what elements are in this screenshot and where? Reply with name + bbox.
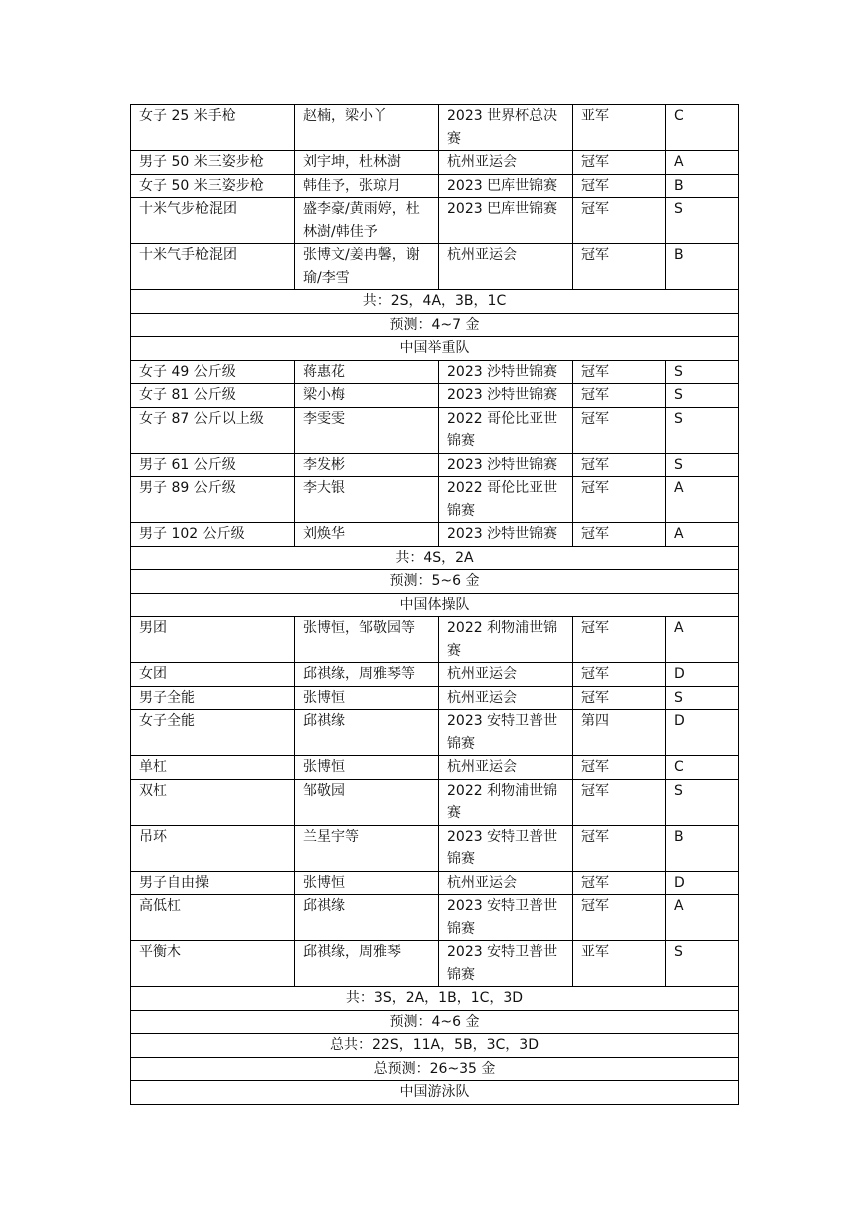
- competition-cell: 2023 巴库世锦赛: [439, 198, 573, 244]
- result-cell: 亚军: [573, 941, 666, 987]
- event-cell: 男子 102 公斤级: [131, 523, 295, 547]
- team-header-next: 中国游泳队: [131, 1081, 739, 1105]
- result-cell: 冠军: [573, 895, 666, 941]
- competition-cell: 杭州亚运会: [439, 871, 573, 895]
- grade-cell: S: [666, 453, 739, 477]
- section-total-row: [131, 546, 739, 570]
- result-cell: 冠军: [573, 477, 666, 523]
- event-cell: 女团: [131, 663, 295, 687]
- team-header-row: [131, 593, 739, 617]
- event-cell: 女子 87 公斤以上级: [131, 407, 295, 453]
- grade-cell: D: [666, 871, 739, 895]
- grade-cell: S: [666, 360, 739, 384]
- athletes-cell: 兰星宇等: [295, 825, 439, 871]
- event-cell: 女子 50 米三姿步枪: [131, 174, 295, 198]
- result-cell: 第四: [573, 710, 666, 756]
- event-cell: 双杠: [131, 779, 295, 825]
- event-cell: 平衡木: [131, 941, 295, 987]
- athletes-cell: 邱祺缘: [295, 710, 439, 756]
- result-cell: 冠军: [573, 244, 666, 290]
- event-cell: 女子 49 公斤级: [131, 360, 295, 384]
- competition-cell: 2022 利物浦世锦赛: [439, 779, 573, 825]
- athletes-cell: 邹敬园: [295, 779, 439, 825]
- section-forecast: 预测：5~6 金: [131, 570, 739, 594]
- event-cell: 单杠: [131, 756, 295, 780]
- event-cell: 高低杠: [131, 895, 295, 941]
- result-cell: 冠军: [573, 384, 666, 408]
- athletes-cell: 邱祺缘: [295, 895, 439, 941]
- competition-cell: 2023 沙特世锦赛: [439, 523, 573, 547]
- event-cell: 女子 81 公斤级: [131, 384, 295, 408]
- grade-cell: S: [666, 686, 739, 710]
- grade-cell: S: [666, 779, 739, 825]
- grade-cell: A: [666, 523, 739, 547]
- result-cell: 冠军: [573, 871, 666, 895]
- result-cell: 亚军: [573, 105, 666, 151]
- team-header: 中国举重队: [131, 337, 739, 361]
- result-cell: 冠军: [573, 663, 666, 687]
- competition-cell: 2023 巴库世锦赛: [439, 174, 573, 198]
- grade-cell: C: [666, 756, 739, 780]
- competition-cell: 2022 哥伦比亚世锦赛: [439, 407, 573, 453]
- section-total-row: [131, 987, 739, 1011]
- grade-cell: B: [666, 244, 739, 290]
- table-row: [131, 174, 739, 198]
- athletes-cell: 梁小梅: [295, 384, 439, 408]
- event-cell: 男子 50 米三姿步枪: [131, 151, 295, 175]
- athletes-cell: 李大银: [295, 477, 439, 523]
- table-row: [131, 941, 739, 987]
- athletes-cell: 张博恒: [295, 871, 439, 895]
- table-row: [131, 779, 739, 825]
- athletes-cell: 李发彬: [295, 453, 439, 477]
- result-cell: 冠军: [573, 407, 666, 453]
- table-row: [131, 384, 739, 408]
- athletes-cell: 张博恒，邹敬园等: [295, 617, 439, 663]
- table-row: [131, 198, 739, 244]
- competition-cell: 2023 安特卫普世锦赛: [439, 825, 573, 871]
- event-cell: 吊环: [131, 825, 295, 871]
- section-total: 共：3S，2A，1B，1C，3D: [131, 987, 739, 1011]
- grand-total: 总共：22S，11A，5B，3C，3D: [131, 1034, 739, 1058]
- event-cell: 男子自由操: [131, 871, 295, 895]
- result-cell: 冠军: [573, 198, 666, 244]
- competition-cell: 杭州亚运会: [439, 686, 573, 710]
- section-total-row: [131, 290, 739, 314]
- section-forecast-row: [131, 570, 739, 594]
- grand-forecast: 总预测：26~35 金: [131, 1057, 739, 1081]
- result-cell: 冠军: [573, 151, 666, 175]
- table-row: [131, 710, 739, 756]
- competition-cell: 2022 利物浦世锦赛: [439, 617, 573, 663]
- athletes-cell: 赵楠，梁小丫: [295, 105, 439, 151]
- event-cell: 男团: [131, 617, 295, 663]
- grade-cell: B: [666, 174, 739, 198]
- result-cell: 冠军: [573, 825, 666, 871]
- grade-cell: A: [666, 895, 739, 941]
- athletes-cell: 盛李豪/黄雨婷，杜林澍/韩佳予: [295, 198, 439, 244]
- table-row: [131, 477, 739, 523]
- athletes-cell: 邱祺缘，周雅琴等: [295, 663, 439, 687]
- event-cell: 男子 89 公斤级: [131, 477, 295, 523]
- table-row: [131, 895, 739, 941]
- result-cell: 冠军: [573, 360, 666, 384]
- competition-cell: 2023 沙特世锦赛: [439, 453, 573, 477]
- competition-cell: 2023 安特卫普世锦赛: [439, 941, 573, 987]
- grade-cell: S: [666, 407, 739, 453]
- result-cell: 冠军: [573, 453, 666, 477]
- table-row: [131, 523, 739, 547]
- table-row: [131, 756, 739, 780]
- competition-cell: 杭州亚运会: [439, 244, 573, 290]
- grand-total-row: [131, 1034, 739, 1058]
- table-row: [131, 407, 739, 453]
- grade-cell: A: [666, 477, 739, 523]
- table-row: [131, 686, 739, 710]
- result-cell: 冠军: [573, 756, 666, 780]
- section-forecast-row: [131, 1010, 739, 1034]
- competition-cell: 杭州亚运会: [439, 756, 573, 780]
- athletes-cell: 刘宇坤，杜林澍: [295, 151, 439, 175]
- event-cell: 男子 61 公斤级: [131, 453, 295, 477]
- grade-cell: S: [666, 198, 739, 244]
- medal-forecast-table: [130, 104, 739, 1105]
- event-cell: 十米气步枪混团: [131, 198, 295, 244]
- athletes-cell: 张博恒: [295, 686, 439, 710]
- table-row: [131, 825, 739, 871]
- athletes-cell: 蒋惠花: [295, 360, 439, 384]
- competition-cell: 杭州亚运会: [439, 151, 573, 175]
- table-row: [131, 617, 739, 663]
- section-forecast: 预测：4~6 金: [131, 1010, 739, 1034]
- athletes-cell: 张博文/姜冉馨，谢瑜/李雪: [295, 244, 439, 290]
- result-cell: 冠军: [573, 686, 666, 710]
- athletes-cell: 李雯雯: [295, 407, 439, 453]
- event-cell: 十米气手枪混团: [131, 244, 295, 290]
- result-cell: 冠军: [573, 617, 666, 663]
- section-forecast: 预测：4~7 金: [131, 313, 739, 337]
- result-cell: 冠军: [573, 174, 666, 198]
- competition-cell: 2023 沙特世锦赛: [439, 360, 573, 384]
- athletes-cell: 邱祺缘，周雅琴: [295, 941, 439, 987]
- athletes-cell: 韩佳予，张琼月: [295, 174, 439, 198]
- table-row: [131, 151, 739, 175]
- section-forecast-row: [131, 313, 739, 337]
- grade-cell: S: [666, 941, 739, 987]
- athletes-cell: 刘焕华: [295, 523, 439, 547]
- grand-forecast-row: [131, 1057, 739, 1081]
- result-cell: 冠军: [573, 523, 666, 547]
- competition-cell: 2023 世界杯总决赛: [439, 105, 573, 151]
- competition-cell: 2023 安特卫普世锦赛: [439, 710, 573, 756]
- grade-cell: B: [666, 825, 739, 871]
- table-row: [131, 360, 739, 384]
- grade-cell: A: [666, 151, 739, 175]
- section-total: 共：4S，2A: [131, 546, 739, 570]
- grade-cell: S: [666, 384, 739, 408]
- section-total: 共：2S，4A，3B，1C: [131, 290, 739, 314]
- grade-cell: A: [666, 617, 739, 663]
- table-row: [131, 871, 739, 895]
- team-header-row: [131, 337, 739, 361]
- grade-cell: D: [666, 663, 739, 687]
- grade-cell: D: [666, 710, 739, 756]
- athletes-cell: 张博恒: [295, 756, 439, 780]
- team-header: 中国体操队: [131, 593, 739, 617]
- competition-cell: 2023 沙特世锦赛: [439, 384, 573, 408]
- table-body: [131, 105, 739, 1105]
- table-row: [131, 453, 739, 477]
- table-row: [131, 105, 739, 151]
- grade-cell: C: [666, 105, 739, 151]
- table-row: [131, 663, 739, 687]
- event-cell: 女子 25 米手枪: [131, 105, 295, 151]
- competition-cell: 2023 安特卫普世锦赛: [439, 895, 573, 941]
- competition-cell: 2022 哥伦比亚世锦赛: [439, 477, 573, 523]
- event-cell: 男子全能: [131, 686, 295, 710]
- team-header-next-row: [131, 1081, 739, 1105]
- result-cell: 冠军: [573, 779, 666, 825]
- event-cell: 女子全能: [131, 710, 295, 756]
- table-row: [131, 244, 739, 290]
- competition-cell: 杭州亚运会: [439, 663, 573, 687]
